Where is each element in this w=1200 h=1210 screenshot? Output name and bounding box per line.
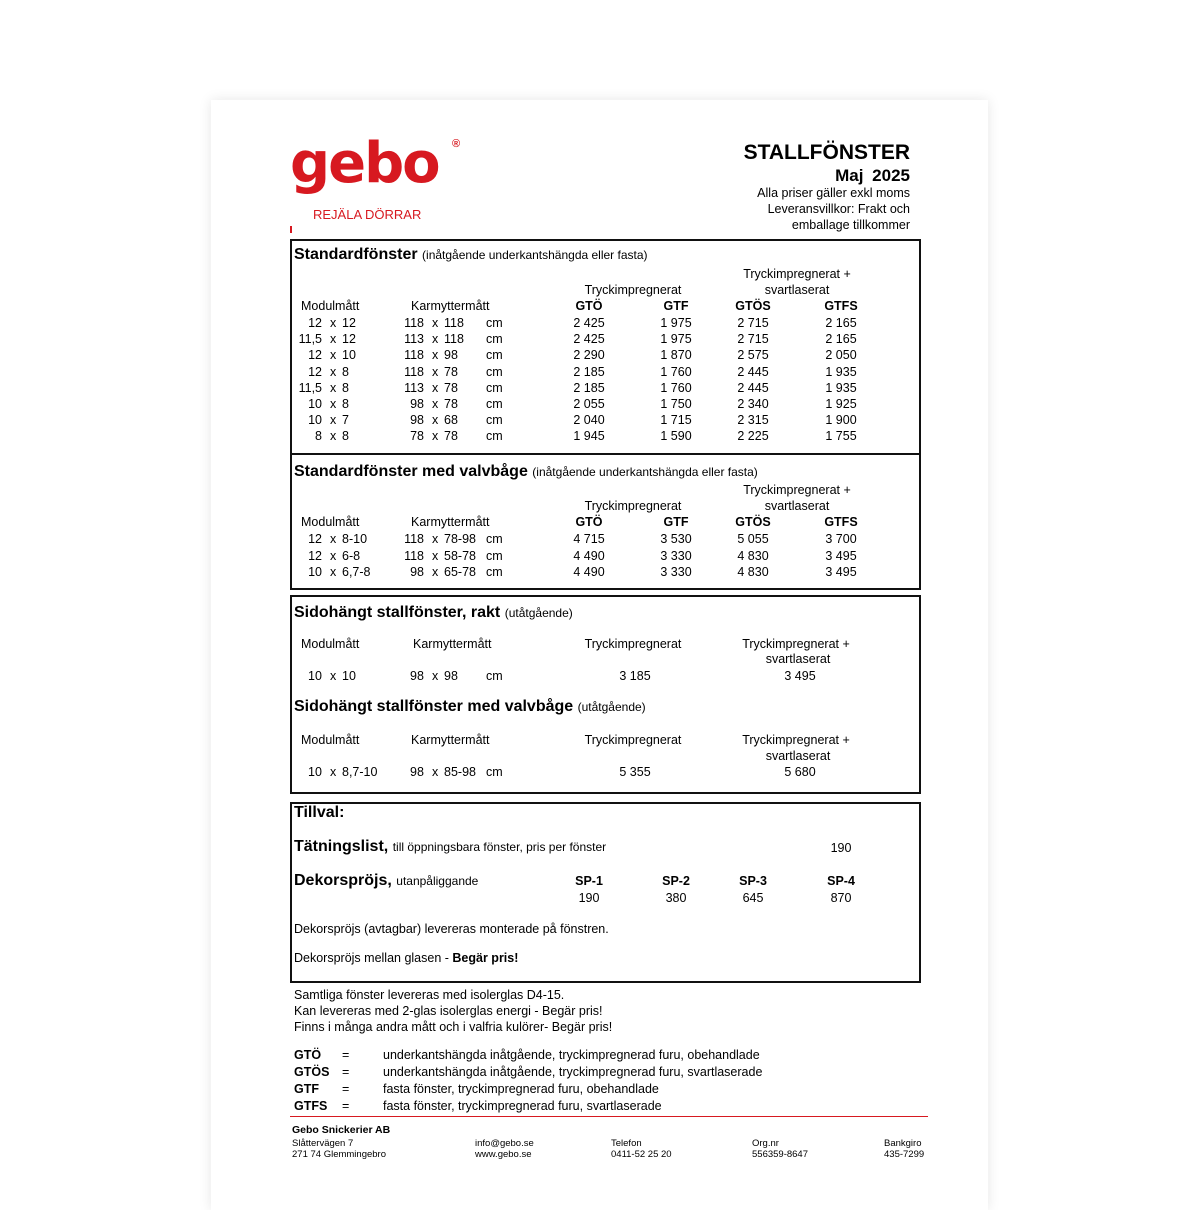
col-karm: Karmyttermått — [411, 299, 490, 313]
unit-cm: cm — [486, 413, 503, 428]
modul-width: 8 — [315, 429, 322, 444]
legend-code: GTFS — [294, 1099, 328, 1113]
col-gtos: GTÖS — [735, 299, 771, 313]
modul-width: 10 — [308, 397, 322, 411]
sprojs-type: SP-3 — [739, 874, 767, 888]
karm-height: 78 — [444, 364, 458, 379]
karm-width: 78 — [410, 429, 424, 444]
price-gtf: 1 590 — [660, 429, 692, 444]
phone-label: Telefon — [611, 1138, 642, 1149]
times-sign: x — [432, 532, 439, 546]
col-karm: Karmyttermått — [411, 515, 490, 529]
section4-title: Sidohängt stallfönster med valvbåge (utåtgående) — [294, 698, 646, 715]
col-gtos: GTÖS — [735, 515, 771, 529]
price-gto: 2 290 — [573, 348, 605, 363]
price-gto: 2 185 — [573, 364, 605, 379]
col-tryck-plus: Tryckimpregnerat + — [742, 637, 850, 651]
price-gtf: 1 715 — [660, 413, 692, 428]
price-gto: 4 490 — [573, 548, 605, 563]
col-karm: Karmyttermått — [411, 733, 490, 747]
legend-description: fasta fönster, tryckimpregnerad furu, obehandlade — [383, 1082, 659, 1096]
price-gto: 4 715 — [573, 532, 605, 546]
karm-width: 118 — [404, 548, 424, 563]
col-gtf: GTF — [663, 515, 689, 529]
delivery-note-cont: emballage tillkommer — [791, 218, 910, 232]
times-sign: x — [432, 397, 439, 411]
times-sign: x — [432, 565, 439, 579]
price-gtfs: 1 935 — [825, 380, 857, 395]
times-sign: x — [330, 364, 337, 379]
price-gtos: 2 445 — [737, 380, 769, 395]
legend-equals: = — [342, 1099, 350, 1113]
price-gtos: 2 340 — [737, 397, 769, 411]
price-gtf: 1 975 — [660, 316, 692, 330]
tagline: REJÄLA DÖRRAR — [313, 207, 422, 222]
unit-cm: cm — [486, 532, 503, 546]
unit-cm: cm — [486, 332, 503, 347]
col-tryck: Tryckimpregnerat — [584, 733, 682, 747]
price-gtos: 2 715 — [737, 332, 769, 347]
karm-height: 65-78 — [444, 565, 476, 579]
modul-height: 12 — [342, 316, 356, 330]
col-tryck-plus: Tryckimpregnerat + — [743, 267, 851, 281]
price-gtf: 3 330 — [660, 548, 692, 563]
times-sign: x — [432, 364, 439, 379]
unit-cm: cm — [486, 316, 503, 330]
info-line: Finns i många andra mått och i valfria kulörer- Begär pris! — [294, 1020, 613, 1034]
karm-height: 78 — [444, 429, 458, 444]
col-tryck: Tryckimpregnerat — [584, 499, 682, 513]
modul-height: 12 — [342, 332, 356, 347]
price-gtfs: 2 050 — [825, 348, 857, 363]
bankgiro-label: Bankgiro — [884, 1138, 922, 1149]
karm-width: 118 — [404, 364, 424, 379]
page-title: STALLFÖNSTER — [743, 141, 910, 164]
karm-height: 118 — [444, 316, 464, 330]
legend-equals: = — [342, 1082, 350, 1096]
times-sign: x — [432, 316, 439, 330]
sprojs-price: 380 — [665, 891, 687, 905]
tatningslist-price: 190 — [830, 841, 852, 855]
delivery-note: Leveransvillkor: Frakt och — [767, 202, 910, 216]
modul-width: 10 — [308, 413, 322, 428]
price-date: Maj 2025 — [835, 166, 910, 185]
sprojs-type: SP-1 — [575, 874, 603, 888]
side-hung-box — [290, 595, 921, 794]
col-karm: Karmyttermått — [413, 637, 492, 651]
price-gtfs: 3 495 — [825, 565, 857, 579]
price-gto: 2 425 — [573, 332, 605, 347]
sprojs-type: SP-4 — [827, 874, 855, 888]
vat-note: Alla priser gäller exkl moms — [757, 186, 910, 200]
price-gtf: 1 975 — [660, 332, 692, 347]
sprojs-type: SP-2 — [662, 874, 690, 888]
price-gtos: 4 830 — [737, 565, 769, 579]
modul-height: 6-8 — [342, 548, 361, 563]
footer-divider — [290, 1116, 928, 1117]
times-sign: x — [330, 316, 337, 330]
unit-cm: cm — [486, 548, 503, 563]
price-gto: 2 040 — [573, 413, 605, 428]
karm-width: 113 — [404, 332, 424, 347]
karm-width: 118 — [404, 348, 424, 363]
karm-width: 118 — [404, 532, 424, 546]
unit-cm: cm — [486, 429, 503, 444]
price-gto: 2 055 — [573, 397, 605, 411]
karm-height: 78 — [444, 380, 458, 395]
unit-cm: cm — [486, 364, 503, 379]
times-sign: x — [432, 332, 439, 347]
modul-width: 11,5 — [298, 332, 322, 347]
karm-width: 113 — [404, 380, 424, 395]
price-gto: 4 490 — [573, 565, 605, 579]
price-gtfs: 1 900 — [825, 413, 857, 428]
price-gtf: 1 750 — [660, 397, 692, 411]
gebo-logo: gebo — [290, 131, 439, 196]
section-divider — [292, 453, 919, 455]
tillval-title: Tillval: — [294, 804, 345, 821]
city-address: 271 74 Glemmingebro — [292, 1149, 386, 1160]
info-line: Samtliga fönster levereras med isolerglas D4-15. — [294, 988, 565, 1002]
col-svartlaserat: svartlaserat — [764, 499, 830, 513]
dekor-note-2: Dekorspröjs mellan glasen - Begär pris! — [294, 951, 519, 965]
col-tryck-plus: Tryckimpregnerat + — [743, 483, 851, 497]
price-gtfs: 2 165 — [825, 316, 857, 330]
col-svartlaserat: svartlaserat — [764, 283, 830, 297]
modul-width: 12 — [308, 364, 322, 379]
sprojs-price: 190 — [578, 891, 600, 905]
karm-height: 98 — [444, 348, 458, 363]
col-svartlaserat: svartlaserat — [765, 749, 831, 763]
price-gtf: 1 760 — [660, 380, 692, 395]
times-sign: x — [432, 413, 439, 428]
modul-height: 7 — [342, 413, 349, 428]
times-sign: x — [432, 348, 439, 363]
dekor-note: Dekorspröjs (avtagbar) levereras monterade på fönstren. — [294, 922, 609, 936]
org-label: Org.nr — [752, 1138, 779, 1149]
price-gtfs: 2 165 — [825, 332, 857, 347]
price-gto: 2 425 — [573, 316, 605, 330]
karm-height: 68 — [444, 413, 458, 428]
karm-width: 98 — [410, 397, 424, 411]
phone-number: 0411-52 25 20 — [611, 1149, 672, 1160]
street-address: Slåttervägen 7 — [292, 1138, 354, 1149]
price-gtos: 2 315 — [737, 413, 769, 428]
logo-accent — [290, 226, 292, 233]
col-modul: Modulmått — [301, 637, 360, 651]
times-sign: x — [330, 397, 337, 411]
legend-equals: = — [342, 1065, 350, 1079]
modul-width: 12 — [308, 348, 322, 363]
price-gtfs: 1 755 — [825, 429, 857, 444]
col-gtf: GTF — [663, 299, 689, 313]
section3-title: Sidohängt stallfönster, rakt (utåtgående) — [294, 604, 573, 621]
sprojs-price: 870 — [830, 891, 852, 905]
col-tryck: Tryckimpregnerat — [584, 283, 682, 297]
karm-height: 78 — [444, 397, 458, 411]
modul-height: 8 — [342, 429, 349, 444]
unit-cm: cm — [486, 348, 503, 363]
price-gtos: 2 225 — [737, 429, 769, 444]
col-gtfs: GTFS — [824, 515, 858, 529]
legend-code: GTÖ — [294, 1048, 322, 1062]
org-number: 556359-8647 — [752, 1149, 808, 1160]
legend-code: GTF — [294, 1082, 319, 1096]
times-sign: x — [330, 532, 337, 546]
website-link[interactable]: www.gebo.se — [475, 1149, 532, 1160]
karm-height: 58-78 — [444, 548, 476, 563]
price-gtf: 1 760 — [660, 364, 692, 379]
times-sign: x — [330, 429, 337, 444]
col-modul: Modulmått — [301, 515, 360, 529]
price-gtfs: 1 935 — [825, 364, 857, 379]
modul-width: 10 — [308, 565, 322, 579]
price-gto: 1 945 — [573, 429, 605, 444]
col-tryck: Tryckimpregnerat — [584, 637, 682, 651]
times-sign: x — [330, 548, 337, 563]
info-line: Kan levereras med 2-glas isolerglas energi - Begär pris! — [294, 1004, 603, 1018]
legend-description: underkantshängda inåtgående, tryckimpregnerad furu, obehandlade — [383, 1048, 760, 1062]
karm-width: 118 — [404, 316, 424, 330]
karm-height: 78-98 — [444, 532, 476, 546]
times-sign: x — [330, 332, 337, 347]
legend-description: fasta fönster, tryckimpregnerad furu, svartlaserade — [383, 1099, 662, 1113]
times-sign: x — [330, 348, 337, 363]
tatningslist-title: Tätningslist, till öppningsbara fönster, pris per fönster — [294, 838, 607, 855]
karm-width: 98 — [410, 413, 424, 428]
price-gtfs: 3 495 — [825, 548, 857, 563]
legend-code: GTÖS — [294, 1065, 330, 1079]
modul-width: 12 — [308, 532, 322, 546]
col-gtfs: GTFS — [824, 299, 858, 313]
section2-title: Standardfönster med valvbåge (inåtgående underkantshängda eller fasta) — [294, 463, 758, 480]
modul-height: 6,7-8 — [342, 565, 371, 579]
modul-width: 12 — [308, 316, 322, 330]
col-gto: GTÖ — [575, 515, 603, 529]
karm-width: 98 — [410, 565, 424, 579]
price-gto: 2 185 — [573, 380, 605, 395]
col-svartlaserat: svartlaserat — [765, 652, 831, 666]
price-gtf: 1 870 — [660, 348, 692, 363]
email-link[interactable]: info@gebo.se — [475, 1138, 534, 1149]
col-modul: Modulmått — [301, 299, 360, 313]
unit-cm: cm — [486, 565, 503, 579]
company-name: Gebo Snickerier AB — [292, 1124, 391, 1136]
modul-height: 10 — [342, 348, 356, 363]
times-sign: x — [432, 548, 439, 563]
modul-height: 8-10 — [342, 532, 368, 546]
price-gtfs: 3 700 — [825, 532, 857, 546]
legend-description: underkantshängda inåtgående, tryckimpregnerad furu, svartlaserade — [383, 1065, 763, 1079]
unit-cm: cm — [486, 397, 503, 411]
karm-height: 118 — [444, 332, 464, 347]
price-gtos: 2 575 — [737, 348, 769, 363]
col-gto: GTÖ — [575, 299, 603, 313]
modul-width: 11,5 — [298, 380, 322, 395]
sprojs-price: 645 — [742, 891, 764, 905]
times-sign: x — [432, 429, 439, 444]
price-gtfs: 1 925 — [825, 397, 857, 411]
price-gtos: 4 830 — [737, 548, 769, 563]
modul-height: 8 — [342, 380, 349, 395]
section1-title: Standardfönster (inåtgående underkantshängda eller fasta) — [294, 246, 648, 263]
price-gtos: 2 715 — [737, 316, 769, 330]
price-gtf: 3 530 — [660, 532, 692, 546]
price-gtos: 2 445 — [737, 364, 769, 379]
times-sign: x — [330, 413, 337, 428]
legend-equals: = — [342, 1048, 350, 1062]
col-tryck-plus: Tryckimpregnerat + — [742, 733, 850, 747]
modul-width: 12 — [308, 548, 322, 563]
times-sign: x — [330, 380, 337, 395]
dekorsprojs-title: Dekorspröjs, utanpåliggande — [294, 872, 479, 889]
price-gtos: 5 055 — [737, 532, 769, 546]
modul-height: 8 — [342, 397, 349, 411]
modul-height: 8 — [342, 364, 349, 379]
times-sign: x — [330, 565, 337, 579]
unit-cm: cm — [486, 380, 503, 395]
registered-mark: ® — [452, 138, 461, 150]
bankgiro-number: 435-7299 — [884, 1149, 925, 1160]
col-modul: Modulmått — [301, 733, 360, 747]
times-sign: x — [432, 380, 439, 395]
price-gtf: 3 330 — [660, 565, 692, 579]
